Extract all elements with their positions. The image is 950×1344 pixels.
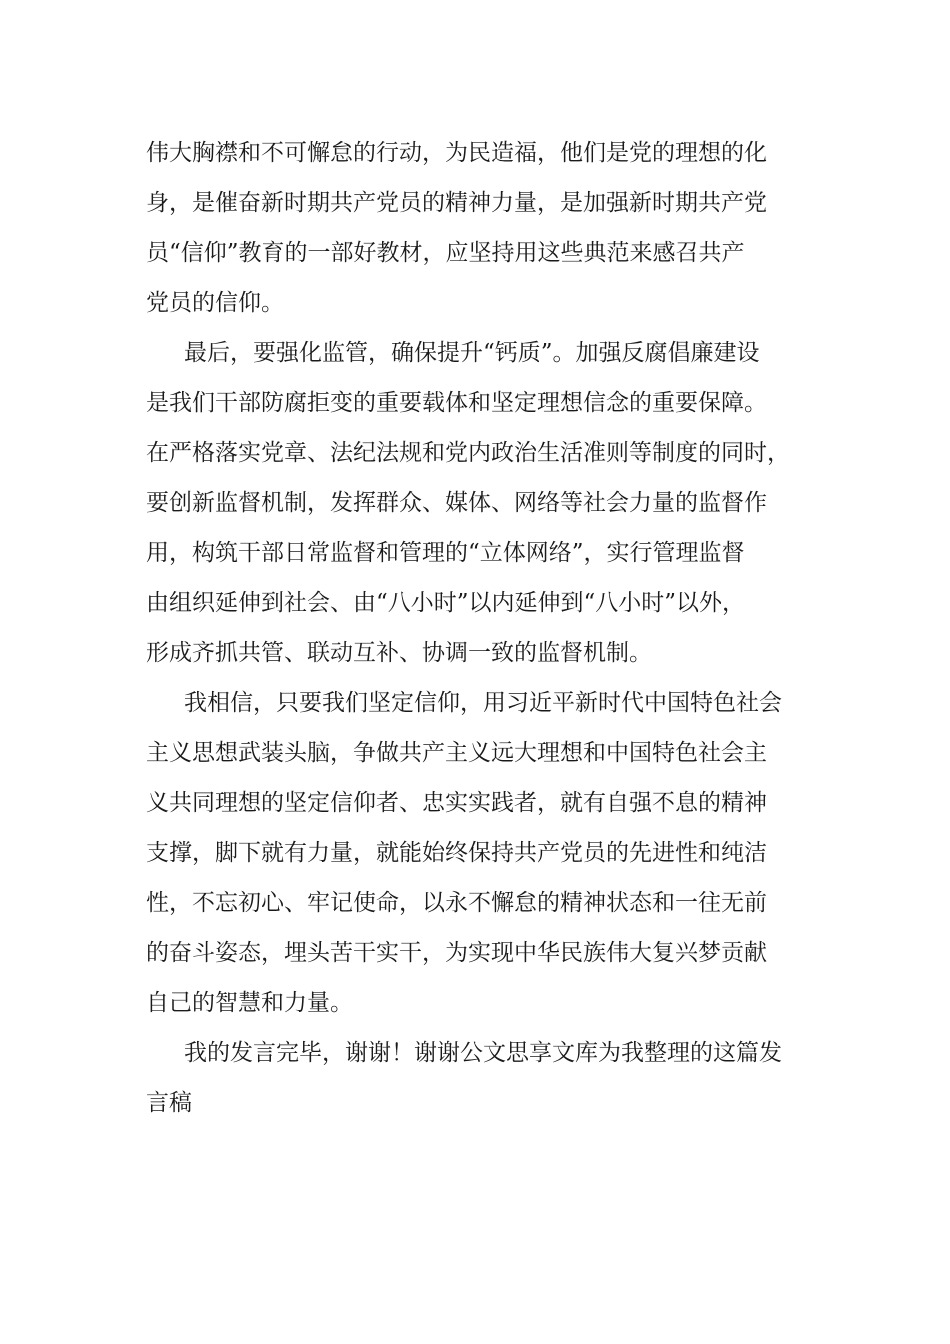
text-line: 的奋斗姿态，埋头苦干实干，为实现中华民族伟大复兴梦贡献: [146, 940, 767, 966]
text-line: 要创新监督机制，发挥群众、媒体、网络等社会力量的监督作: [146, 490, 767, 516]
text-line: 性，不忘初心、牢记使命，以永不懈怠的精神状态和一往无前: [146, 890, 767, 916]
text-line: 我的发言完毕，谢谢！谢谢公文思享文库为我整理的这篇发: [184, 1040, 782, 1066]
text-line: 主义思想武装头脑，争做共产主义远大理想和中国特色社会主: [146, 740, 767, 766]
text-line: 言稿: [146, 1090, 192, 1116]
text-line: 义共同理想的坚定信仰者、忠实实践者，就有自强不息的精神: [146, 790, 767, 816]
paragraph-4: [146, 1028, 810, 1128]
text-line: 用，构筑干部日常监督和管理的“立体网络”，实行管理监督: [146, 540, 745, 566]
paragraph-2: [146, 328, 810, 678]
text-line: 在严格落实党章、法纪法规和党内政治生活准则等制度的同时，: [146, 440, 790, 466]
text-line: 身，是催奋新时期共产党员的精神力量，是加强新时期共产党: [146, 190, 767, 216]
text-line: 自己的智慧和力量。: [146, 990, 353, 1016]
text-line: 由组织延伸到社会、由“八小时”以内延伸到“八小时”以外，: [146, 590, 746, 616]
text-line: 员“信仰”教育的一部好教材，应坚持用这些典范来感召共产: [146, 240, 745, 266]
document-body: [146, 128, 810, 1128]
text-line: 支撑，脚下就有力量，就能始终保持共产党员的先进性和纯洁: [146, 840, 767, 866]
text-line: 形成齐抓共管、联动互补、协调一致的监督机制。: [146, 640, 652, 666]
text-line: 伟大胸襟和不可懈怠的行动，为民造福，他们是党的理想的化: [146, 140, 767, 166]
text-line: 是我们干部防腐拒变的重要载体和坚定理想信念的重要保障。: [146, 390, 767, 416]
text-line: 我相信，只要我们坚定信仰，用习近平新时代中国特色社会: [184, 690, 782, 716]
paragraph-1: [146, 128, 810, 328]
text-line: 最后，要强化监管，确保提升“钙质”。加强反腐倡廉建设: [184, 340, 760, 366]
text-line: 党员的信仰。: [146, 290, 284, 316]
paragraph-3: [146, 678, 810, 1028]
